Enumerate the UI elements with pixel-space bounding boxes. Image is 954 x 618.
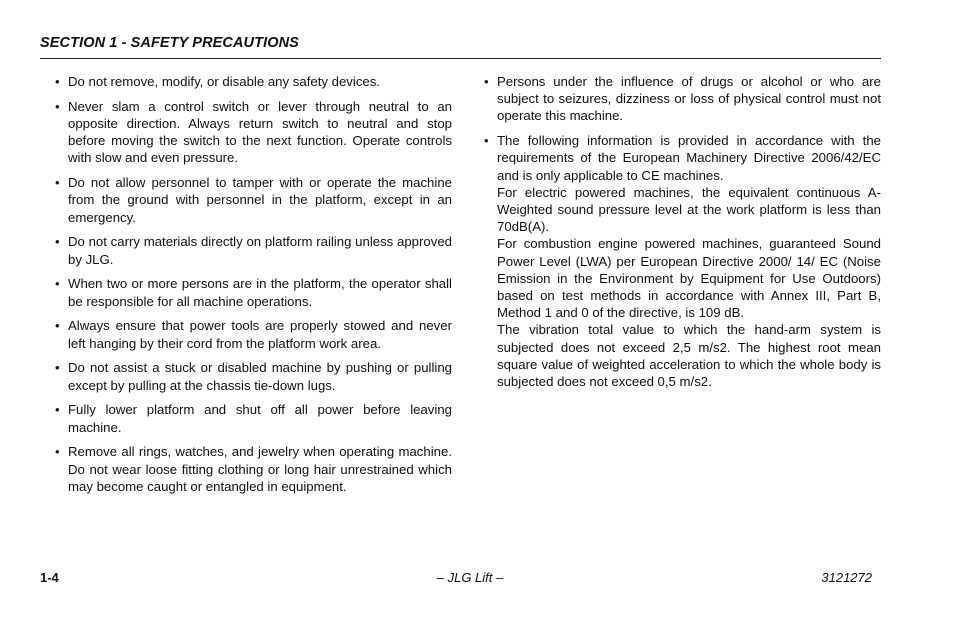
list-item (55, 174, 452, 226)
vibration-paragraph: The vibration total value to which the hand-arm system is subjected does not exceed 2,5 m/s2. The highest root mean square value of weighted acceleration to which the whole body is subjected does not exceed 0,5 m/s2. (497, 322, 881, 390)
bullet-icon: • (55, 318, 60, 334)
list-item (55, 317, 452, 351)
footer-center-text: – JLG Lift – (436, 570, 504, 585)
bullet-icon: • (55, 234, 60, 250)
list-item-text: Do not assist a stuck or disabled machine by pushing or pulling except by pulling at the chassis tie-down lugs. (68, 360, 452, 393)
list-item (484, 73, 881, 125)
bullet-icon: • (55, 402, 60, 418)
left-column-list (55, 73, 452, 503)
list-item-text: Do not carry materials directly on platform railing unless approved by JLG. (68, 234, 452, 267)
list-item-text: Remove all rings, watches, and jewelry when operating machine. Do not wear loose fitting clothing or long hair unrestrained which may become caught or entangled in equipment. (68, 444, 452, 494)
right-column-list (484, 73, 881, 398)
list-item-text: Do not allow personnel to tamper with or operate the machine from the ground with personnel in the platform, except in an emergency. (68, 175, 452, 225)
list-item (55, 98, 452, 167)
list-item (55, 275, 452, 309)
electric-noise-paragraph: For electric powered machines, the equivalent continuous A-Weighted sound pressure level at the work platform is less than 70dB(A). (497, 184, 881, 235)
bullet-icon: • (55, 360, 60, 376)
list-item (484, 132, 881, 390)
bullet-icon: • (55, 74, 60, 89)
list-item (55, 401, 452, 435)
bullet-icon: • (55, 175, 60, 191)
bullet-icon: • (484, 133, 489, 149)
list-item-text: When two or more persons are in the platform, the operator shall be responsible for all machine operations. (68, 276, 452, 309)
list-item-text: Fully lower platform and shut off all power before leaving machine. (68, 402, 452, 435)
list-item (55, 359, 452, 393)
bullet-icon: • (55, 98, 60, 114)
ce-directive-intro: The following information is provided in accordance with the requirements of the European Machinery Directive 2006/42/EC and is only applicable to CE machines. (497, 133, 881, 183)
list-item-text: Never slam a control switch or lever through neutral to an opposite direction. Always return switch to neutral and stop before moving the switch to the next function. Operate controls with slow and even pressure. (68, 98, 452, 166)
document-number: 3121272 (821, 570, 872, 585)
page-number: 1-4 (40, 570, 59, 585)
bullet-icon: • (484, 74, 489, 89)
list-item (55, 233, 452, 267)
list-item-text: Persons under the influence of drugs or alcohol or who are subject to seizures, dizziness or loss of physical control must not operate this machine. (497, 74, 881, 124)
section-title: SECTION 1 - SAFETY PRECAUTIONS (40, 35, 299, 51)
list-item-text: Always ensure that power tools are properly stowed and never left hanging by their cord from the platform work area. (68, 318, 452, 351)
list-item (55, 73, 452, 90)
header-rule (40, 58, 881, 59)
bullet-icon: • (55, 276, 60, 292)
list-item-text: Do not remove, modify, or disable any safety devices. (68, 74, 381, 89)
list-item (55, 443, 452, 495)
combustion-noise-paragraph: For combustion engine powered machines, guaranteed Sound Power Level (LWA) per European Directive 2000/ 14/ EC (Noise Emission in the Environment by Equipment for Use Outdoors) based on test methods in accordance with Annex III, Part B, Method 1 and 0 of the directive, is 109 dB. (497, 236, 881, 321)
bullet-icon: • (55, 444, 60, 460)
